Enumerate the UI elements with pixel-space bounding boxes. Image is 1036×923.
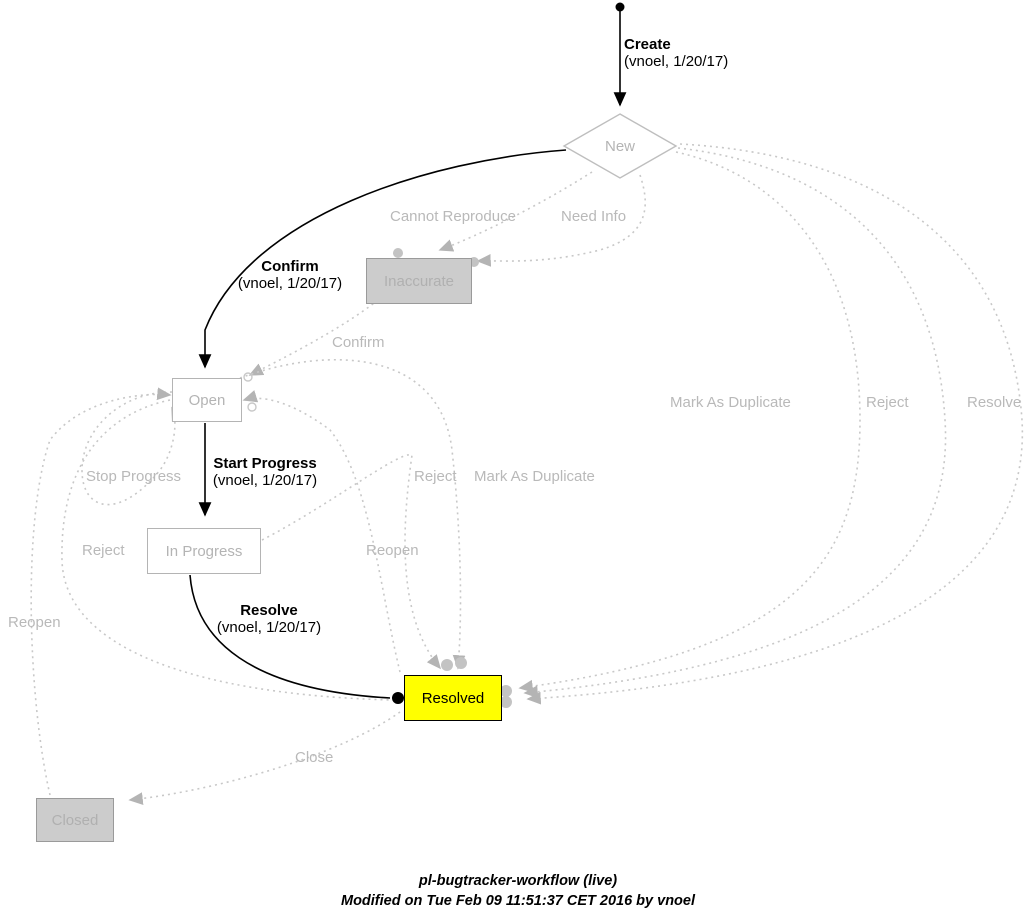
- node-in-progress-label: In Progress: [165, 542, 243, 560]
- node-resolved-label: Resolved: [421, 689, 485, 707]
- diagram-modified: Modified on Tue Feb 09 11:51:37 CET 2016 by vnoel: [340, 893, 695, 909]
- node-inaccurate[interactable]: [366, 258, 472, 304]
- edge-label-confirm-inaccurate-open-main: Confirm: [332, 334, 385, 351]
- edge-resolve-new: [528, 144, 1022, 699]
- diagram-footer-title: [0, 871, 1036, 891]
- edge-label-cannot-reproduce: [390, 208, 516, 225]
- edge-label-mark-as-duplicate-new: [670, 394, 791, 411]
- edge-mark-as-duplicate-new: [520, 152, 860, 688]
- edge-resolve-progress: [190, 575, 404, 704]
- diagram-title: pl-bugtracker-workflow (live): [418, 873, 618, 889]
- edge-label-stop-progress-main: Stop Progress: [86, 468, 182, 485]
- edge-label-mark-as-duplicate-new-main: Mark As Duplicate: [670, 394, 791, 411]
- edge-reopen-closed-open: [31, 394, 170, 795]
- edge-close: [130, 712, 400, 800]
- node-inaccurate-label: Inaccurate: [383, 272, 455, 290]
- node-closed-label: Closed: [51, 811, 99, 829]
- node-new[interactable]: [562, 112, 678, 180]
- edge-label-need-info-main: Need Info: [561, 208, 627, 225]
- edge-label-reopen-resolved-open-main: Reopen: [366, 542, 419, 559]
- edge-label-start-progress: [209, 455, 321, 489]
- edge-label-mark-as-duplicate-open-main: Mark As Duplicate: [474, 468, 595, 485]
- edge-label-confirm-new-open-sub: (vnoel, 1/20/17): [237, 275, 343, 292]
- edge-reject-new: [525, 148, 946, 693]
- edge-label-confirm-inaccurate-open: [332, 334, 385, 351]
- edge-label-create-sub: (vnoel, 1/20/17): [624, 53, 729, 70]
- edge-label-cannot-reproduce-main: Cannot Reproduce: [390, 208, 516, 225]
- edge-label-resolve-new: [967, 394, 1021, 411]
- edge-label-reject-new-main: Reject: [866, 394, 909, 411]
- edge-label-start-progress-main: Start Progress: [213, 455, 317, 472]
- node-resolved[interactable]: [404, 675, 502, 721]
- edge-label-resolve-progress-main: Resolve: [240, 602, 298, 619]
- node-in-progress[interactable]: [147, 528, 261, 574]
- edge-label-reopen-resolved-open: [366, 542, 419, 559]
- node-closed[interactable]: [36, 798, 114, 842]
- edge-label-mark-as-duplicate-open: [474, 468, 595, 485]
- edge-label-create: [624, 36, 728, 70]
- edge-label-reject-open-main: Reject: [82, 542, 125, 559]
- edge-label-reopen-closed-open: [8, 614, 61, 631]
- node-open-label: Open: [188, 391, 226, 409]
- edge-label-resolve-progress: [206, 602, 332, 636]
- edge-label-reject-progress-main: Reject: [414, 468, 457, 485]
- edge-label-reopen-closed-open-main: Reopen: [8, 614, 61, 631]
- edge-label-reject-open: [82, 542, 125, 559]
- node-new-label: New: [604, 137, 635, 155]
- edge-label-reject-progress: [414, 468, 457, 485]
- edge-label-resolve-new-main: Resolve: [967, 394, 1022, 411]
- edge-stop-progress: [82, 392, 175, 505]
- diagram-footer-modified: [0, 891, 1036, 911]
- edge-label-reject-new: [866, 394, 909, 411]
- edge-label-close-main: Close: [295, 749, 334, 766]
- edge-label-confirm-new-open: [224, 258, 356, 292]
- edge-label-stop-progress: [86, 468, 181, 485]
- edge-label-need-info: [561, 208, 626, 225]
- edge-label-start-progress-sub: (vnoel, 1/20/17): [212, 472, 318, 489]
- node-open[interactable]: [172, 378, 242, 422]
- edge-label-confirm-new-open-main: Confirm: [261, 258, 319, 275]
- edge-label-close: [295, 749, 333, 766]
- edge-label-resolve-progress-sub: (vnoel, 1/20/17): [216, 619, 322, 636]
- edge-label-create-main: Create: [624, 36, 671, 53]
